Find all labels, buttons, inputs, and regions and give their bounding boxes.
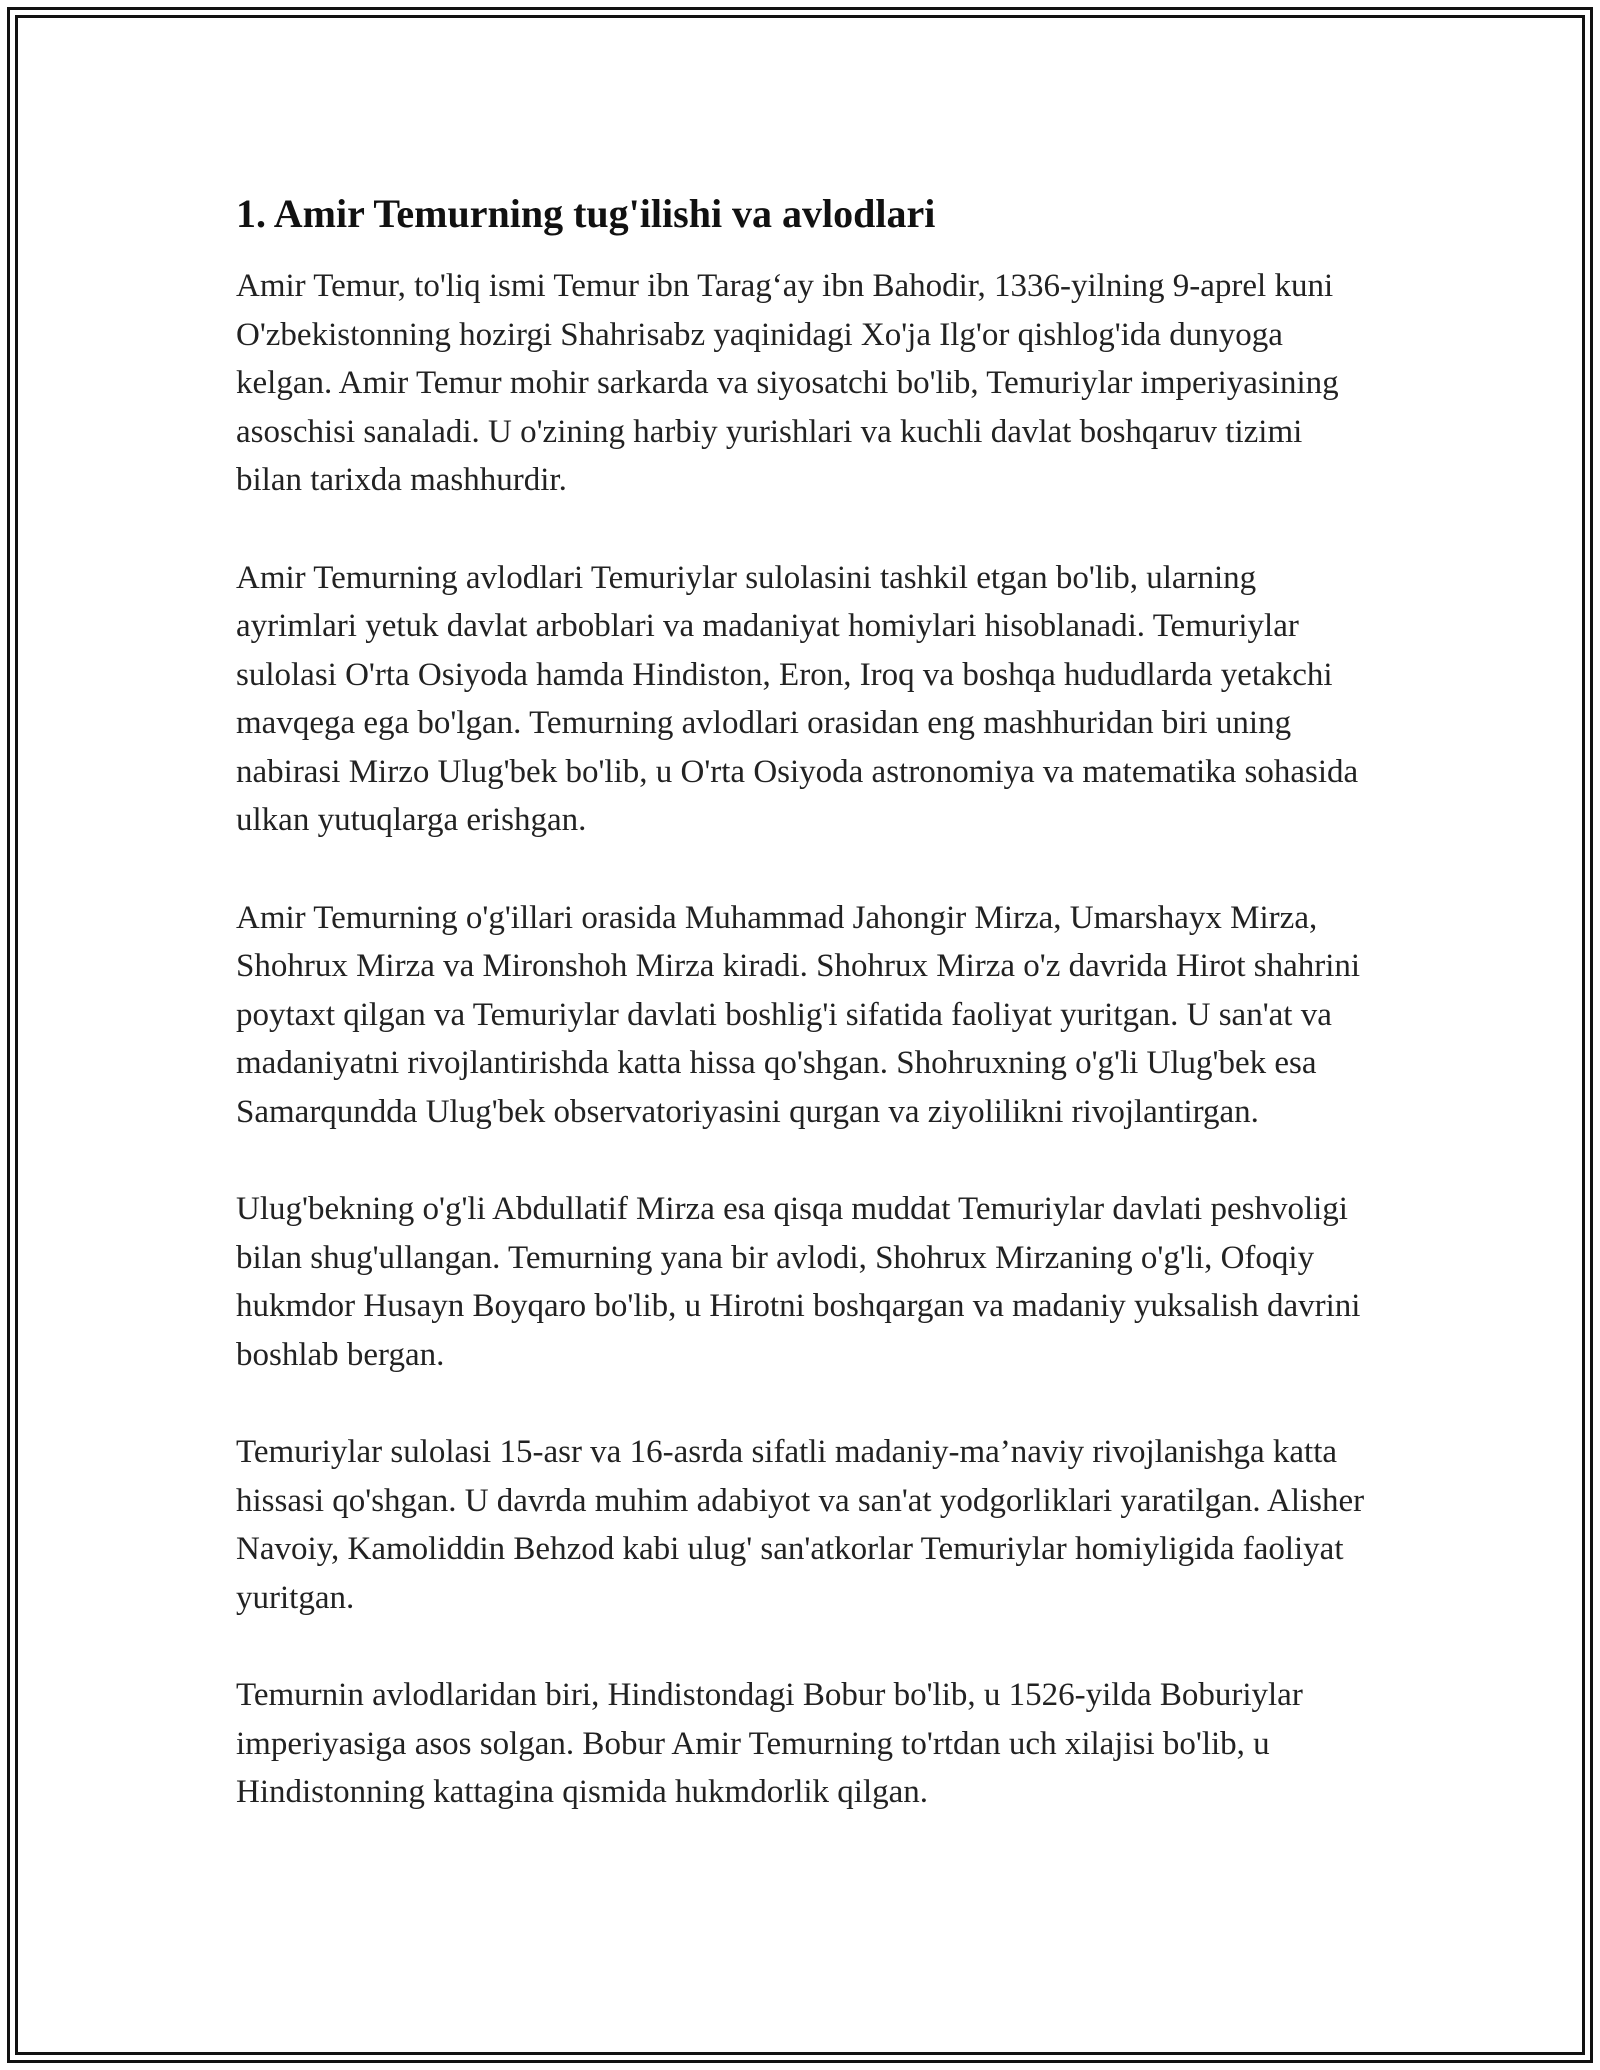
paragraph-culture: Temuriylar sulolasi 15-asr va 16-asrda sifatli madaniy-ma’naviy rivojlanishga katta hissasi qo'shgan. U davrda muhim adabiyot va san'at yodgorliklari yaratilgan. Alisher Navoiy, Kamoliddin Behzod kabi ulug' san'atkorlar Temuriylar homiyligida faoliyat yuritgan. [236, 1434, 1365, 1616]
paragraph-babur: Temurnin avlodlaridan biri, Hindistondagi Bobur bo'lib, u 1526-yilda Boburiylar imperiyasiga asos solgan. Bobur Amir Temurning to'rtdan uch xilajisi bo'lib, u Hindistonning kattagina qismida hukmdorlik qilgan. [236, 1677, 1303, 1810]
document-body [236, 188, 1366, 1866]
paragraph-birth: Amir Temur, to'liq ismi Temur ibn Taragʻay ibn Bahodir, 1336-yilning 9-aprel kuni O'zbekistonning hozirgi Shahrisabz yaqinidagi Xo'ja Ilg'or qishlog'ida dunyoga kelgan. Amir Temur mohir sarkarda va siyosatchi bo'lib, Temuriylar imperiyasining asoschisi sanaladi. U o'zining harbiy yurishlari va kuchli davlat boshqaruv tizimi bilan tarixda mashhurdir. [236, 268, 1339, 498]
paragraph-abdullatif: Ulug'bekning o'g'li Abdullatif Mirza esa qisqa muddat Temuriylar davlati peshvoligi bilan shug'ullangan. Temurning yana bir avlodi, Shohrux Mirzaning o'g'li, Ofoqiy hukmdor Husayn Boyqaro bo'lib, u Hirotni boshqargan va madaniy yuksalish davrini boshlab bergan. [236, 1191, 1361, 1373]
paragraph-descendants: Amir Temurning avlodlari Temuriylar sulolasini tashkil etgan bo'lib, ularning ayrimlari yetuk davlat arboblari va madaniyat homiylari hisoblanadi. Temuriylar sulolasi O'rta Osiyoda hamda Hindiston, Eron, Iroq va boshqa hududlarda yetakchi mavqega ega bo'lgan. Temurning avlodlari orasidan eng mashhuridan biri uning nabirasi Mirzo Ulug'bek bo'lib, u O'rta Osiyoda astronomiya va matematika sohasida ulkan yutuqlarga erishgan. [236, 559, 1359, 838]
paragraph-sons: Amir Temurning o'g'illari orasida Muhammad Jahongir Mirza, Umarshayx Mirza, Shohrux Mirza va Mironshoh Mirza kiradi. Shohrux Mirza o'z davrida Hirot shahrini poytaxt qilgan va Temuriylar davlati boshlig'i sifatida faoliyat yuritgan. U san'at va madaniyatni rivojlantirishda katta hissa qo'shgan. Shohruxning o'g'li Ulug'bek esa Samarqundda Ulug'bek observatoriyasini qurgan va ziyolilikni rivojlantirgan. [236, 899, 1361, 1130]
section-heading: 1. Amir Temurning tug'ilishi va avlodlari [236, 191, 936, 236]
